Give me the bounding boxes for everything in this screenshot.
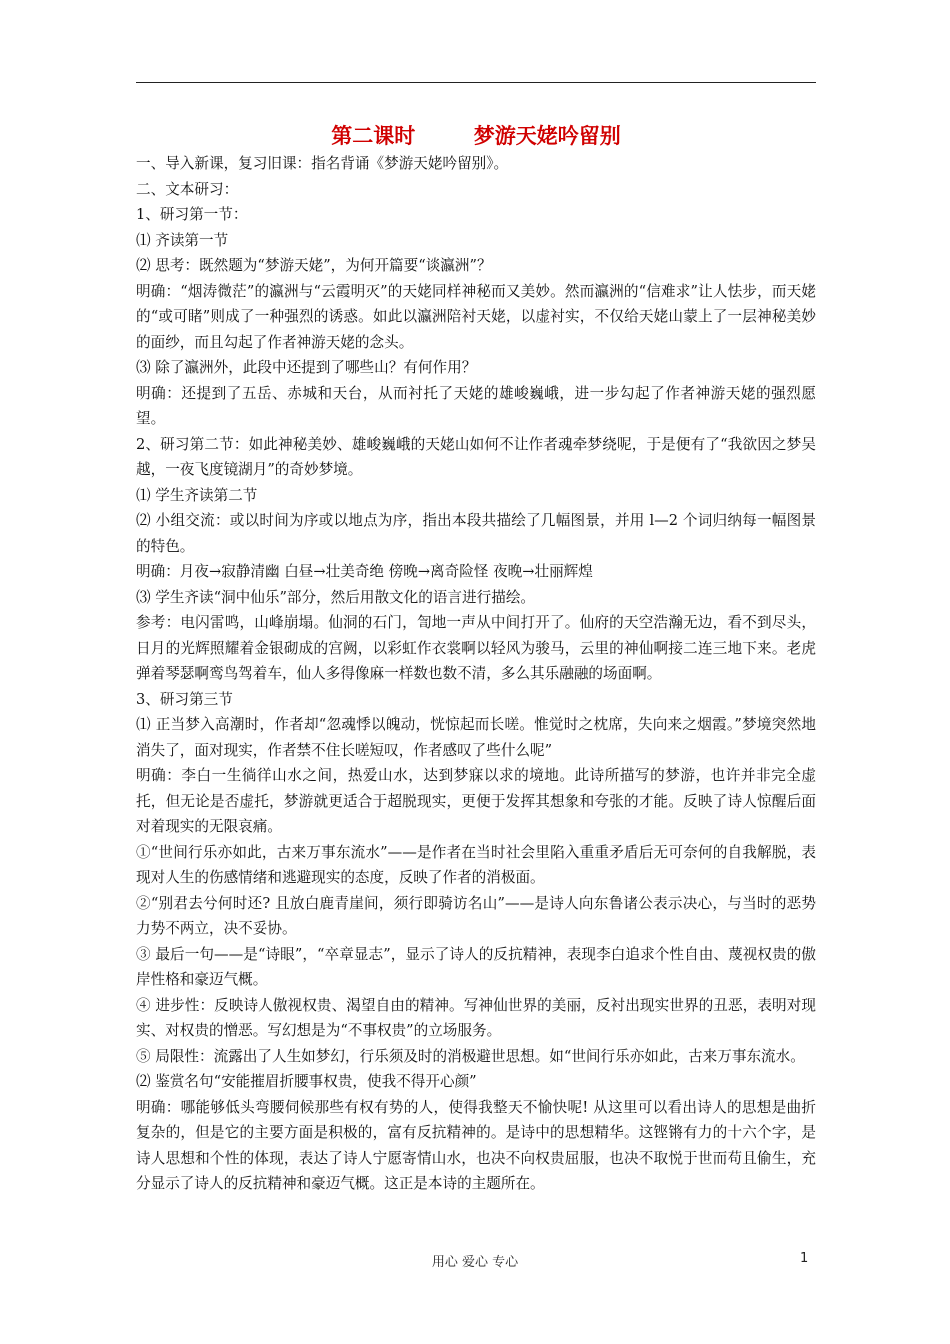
- footer-text: 用心 爱心 专心: [431, 1255, 519, 1270]
- page-title: 第二课时 梦游天姥吟留别: [331, 124, 621, 148]
- paragraph: 参考：电闪雷鸣，山峰崩塌。仙洞的石门，訇地一声从中间打开了。仙府的天空浩瀚无边，看不到尽头，日月的光辉照耀着金银砌成的宫阙，以彩虹作衣裳啊以轻风为骏马，云里的神仙啊接二连三地下来。老虎弹着琴瑟啊鸾鸟驾着车，仙人多得像麻一样数也数不清，多么其乐融融的场面啊。: [136, 614, 816, 682]
- paragraph: 明确：还提到了五岳、赤城和天台，从而衬托了天姥的雄峻巍峨，进一步勾起了作者神游天姥的强烈愿望。: [136, 384, 816, 427]
- paragraph: ⑴ 学生齐读第二节: [136, 486, 258, 504]
- paragraph: 2、研习第二节：如此神秘美妙、雄峻巍峨的天姥山如何不让作者魂牵梦绕呢，于是便有了“我欲因之梦吴越，一夜飞度镜湖月”的奇妙梦境。: [136, 435, 816, 478]
- paragraph: ⑵ 鉴赏名句“安能摧眉折腰事权贵，使我不得开心颜”: [136, 1073, 477, 1090]
- paragraph: 一、导入新课，复习旧课：指名背诵《梦游天姥吟留别》。: [136, 155, 509, 172]
- paragraph: ⑤ 局限性：流露出了人生如梦幻，行乐须及时的消极避世思想。如“世间行乐亦如此，古来万事东流水。: [136, 1047, 805, 1065]
- paragraph: ⑵ 小组交流：或以时间为序或以地点为序，指出本段共描绘了几幅图景，并用 l—2 个词归纳每一幅图景的特色。: [136, 512, 816, 555]
- paragraph: ②“别君去兮何时还? 且放白鹿青崖间，须行即骑访名山”——是诗人向东鲁诸公表示决心，与当时的恶势力势不两立，决不妥协。: [136, 894, 816, 937]
- paragraph: ③ 最后一句——是“诗眼”，“卒章显志”，显示了诗人的反抗精神，表现李白追求个性自由、蔑视权贵的傲岸性格和豪迈气概。: [136, 945, 816, 988]
- paragraph: ⑴ 正当梦入高潮时，作者却“忽魂悸以魄动，恍惊起而长嗟。惟觉时之枕席，失向来之烟霞。”梦境突然地消失了，面对现实，作者禁不住长嗟短叹，作者感叹了些什么呢”: [136, 716, 816, 759]
- header-rule: [136, 82, 816, 83]
- paragraph: ⑴ 齐读第一节: [136, 231, 229, 249]
- paragraph: 明确：月夜→寂静清幽 白昼→壮美奇绝 傍晚→离奇险怪 夜晚→壮丽辉煌: [136, 563, 593, 580]
- paragraph: 3、研习第三节: [136, 690, 233, 708]
- paragraph: ⑶ 除了瀛洲外，此段中还提到了哪些山？有何作用？: [136, 359, 477, 376]
- paragraph: 明确：李白一生徜徉山水之间，热爱山水，达到梦寐以求的境地。此诗所描写的梦游，也许并非完全虚托，但无论是否虚托，梦游就更适合于超脱现实，更便于发挥其想象和夸张的才能。反映了诗人惊醒后面对着现实的无限哀痛。: [136, 767, 816, 835]
- paragraph: ④ 进步性：反映诗人傲视权贵、渴望自由的精神。写神仙世界的美丽，反衬出现实世界的丑恶，表明对现实、对权贵的憎恶。写幻想是为“不事权贵”的立场服务。: [136, 996, 816, 1039]
- paragraph: 二、文本研习：: [136, 180, 239, 198]
- document-body: [136, 151, 816, 1197]
- paragraph: 明确：哪能够低头弯腰伺候那些有权有势的人，使得我整天不愉快呢! 从这里可以看出诗人的思想是曲折复杂的，但是它的主要方面是积极的，富有反抗精神的。是诗中的思想精华。这铿锵有力的十六个字，是诗人思想和个性的体现，表达了诗人宁愿寄情山水，也决不向权贵屈服，也决不取悦于世而苟且偷生，充分显示了诗人的反抗精神和豪迈气概。这正是本诗的主题所在。: [136, 1098, 816, 1192]
- paragraph: 明确：“烟涛微茫”的瀛洲与“云霞明灭”的天姥同样神秘而又美妙。然而瀛洲的“信难求”让人怯步，而天姥的“或可睹”则成了一种强烈的诱惑。如此以瀛洲陪衬天姥，以虚衬实，不仅给天姥山蒙上了一层神秘美妙的面纱，而且勾起了作者神游天姥的念头。: [136, 282, 816, 351]
- paragraph: 1、研习第一节：: [136, 206, 248, 223]
- paragraph: ①“世间行乐亦如此，古来万事东流水”——是作者在当时社会里陷入重重矛盾后无可奈何的自我解脱，表现对人生的伤感情绪和逃避现实的态度，反映了作者的消极面。: [136, 843, 816, 886]
- page-number: 1: [800, 1251, 809, 1266]
- paragraph: ⑵ 思考：既然题为“梦游天姥”，为何开篇要“谈瀛洲”？: [136, 257, 492, 274]
- paragraph: ⑶ 学生齐读“洞中仙乐”部分，然后用散文化的语言进行描绘。: [136, 588, 536, 606]
